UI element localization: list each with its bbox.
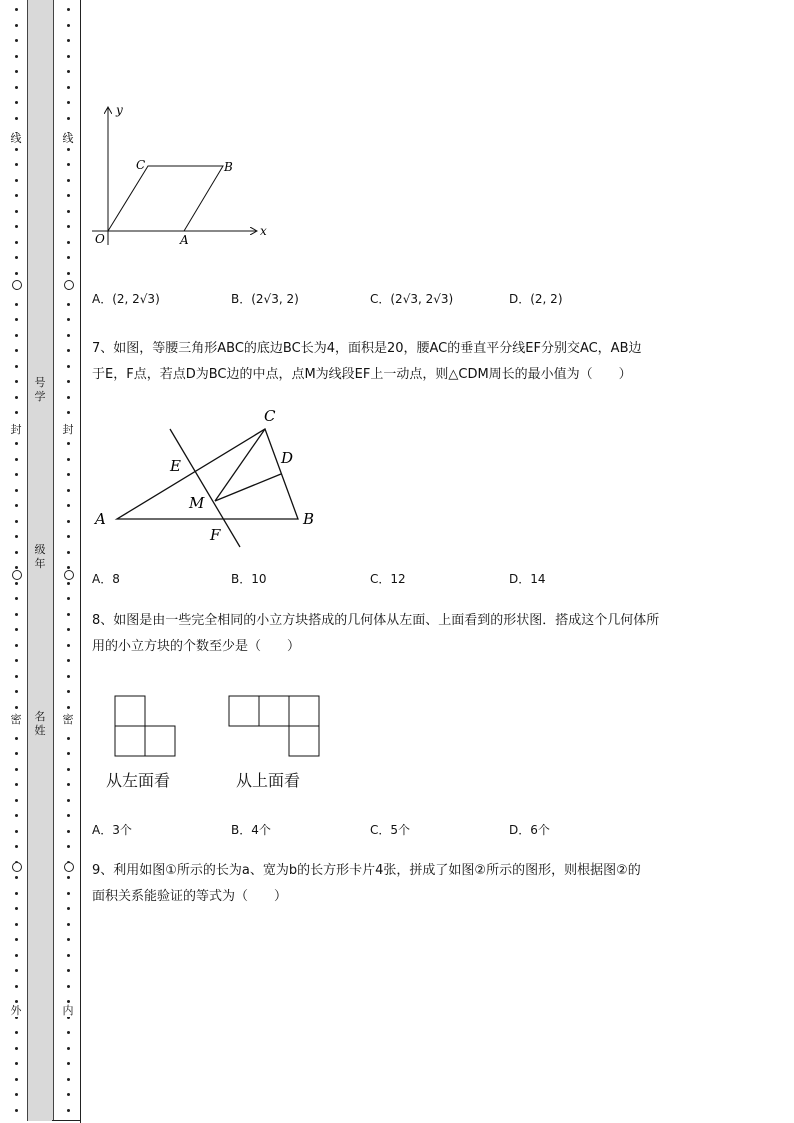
binding-dot [67,8,70,11]
inner-dot-column [64,0,74,1123]
q7-option-b[interactable]: B．10 [231,572,267,586]
binding-dot [67,504,70,507]
binding-dot [15,334,18,337]
binding-dot [67,225,70,228]
top-view-cell [229,696,259,726]
outer-label-feng: 封 [10,423,22,436]
outer-label-wai: 外 [10,1004,22,1017]
q7-option-a[interactable]: A．8 [92,572,120,586]
origin-label: O [95,232,105,246]
binding-dot [67,799,70,802]
q8-options [92,821,752,841]
q7-figure [92,402,327,552]
binding-dot [15,892,18,895]
q8-option-d[interactable]: D．6个 [509,823,550,837]
binding-dot [15,1093,18,1096]
binding-dot [67,1062,70,1065]
binding-dot [15,148,18,151]
binding-dot [67,675,70,678]
binding-dot [15,1078,18,1081]
binding-dot [15,628,18,631]
binding-dot [15,985,18,988]
binding-dot [67,985,70,988]
binding-dot [15,365,18,368]
binding-dot [67,768,70,771]
binding-dot [15,8,18,11]
binding-dot [15,830,18,833]
binding-dot [15,845,18,848]
inner-label-nei: 内 [62,1004,74,1017]
binding-dot [15,706,18,709]
binding-dot [67,396,70,399]
binding-dot [67,256,70,259]
line-EF [170,429,240,547]
binding-dot [67,566,70,569]
left-view-caption: 从左面看 [106,771,171,790]
q7-option-d[interactable]: D．14 [509,572,546,586]
q6-option-c[interactable]: C．(2√3, 2√3) [370,292,454,306]
binding-dot [67,690,70,693]
binding-dot [15,396,18,399]
q7-line-2: 于E，F点，若点D为BC边的中点，点M为线段EF上一动点，则△CDM周长的最小值为（ ） [92,367,632,382]
binding-dot [15,39,18,42]
binding-dot [67,551,70,554]
q8-stem [92,608,742,660]
q7-options [92,570,752,590]
label-D: D [281,449,294,467]
q8-line-1: 8、如图是由一些完全相同的小立方块搭成的几何体从左面、上面看到的形状图．搭成这个几何体所 [92,613,660,628]
binding-dot [15,659,18,662]
binding-dot [67,659,70,662]
q7-option-c[interactable]: C．12 [370,572,406,586]
q7-line-1: 7、如图，等腰三角形ABC的底边BC长为4，面积是20，腰AC的垂直平分线EF分别交AC，AB边 [92,341,642,356]
binding-dot [67,969,70,972]
binding-dot [67,349,70,352]
binding-dot [15,86,18,89]
inner-label-xian: 线 [62,132,74,145]
binding-dot [15,458,18,461]
inner-circle [64,862,74,872]
binding-margin [0,0,84,1123]
label-A: A [95,510,106,528]
binding-dot [67,179,70,182]
point-A-label: A [180,233,189,247]
binding-dot [67,845,70,848]
outer-circle [12,280,22,290]
binding-dot [15,752,18,755]
binding-dot [15,551,18,554]
binding-dot [67,489,70,492]
binding-dot [67,644,70,647]
binding-dot [15,876,18,879]
left-view-cell [145,726,175,756]
binding-dot [67,1093,70,1096]
binding-dot [15,969,18,972]
q6-option-a[interactable]: A．(2, 2√3) [92,292,160,306]
binding-dot [67,24,70,27]
binding-dot [67,163,70,166]
binding-dot [15,520,18,523]
outer-label-xian: 线 [10,132,22,145]
binding-dot [67,1109,70,1112]
binding-dot [67,411,70,414]
binding-dot [15,473,18,476]
binding-dot [15,675,18,678]
left-view-cell [115,726,145,756]
q7-stem [92,336,742,388]
margin-rule [80,0,81,1123]
binding-dot [67,582,70,585]
q8-top-view [228,694,322,758]
binding-dot [15,690,18,693]
binding-dot [15,225,18,228]
binding-dot [15,194,18,197]
inner-label-feng: 封 [62,423,74,436]
binding-dot [67,876,70,879]
binding-dot [67,148,70,151]
triangle-ABC [117,429,298,519]
binding-dot [15,24,18,27]
binding-dot [67,241,70,244]
binding-dot [67,70,70,73]
student-number-label: 号学 [34,376,46,403]
binding-dot [15,1062,18,1065]
binding-dot [15,70,18,73]
inner-circle [64,280,74,290]
top-view-cell [289,696,319,726]
binding-dot [15,442,18,445]
binding-dot [67,458,70,461]
binding-dot [67,101,70,104]
binding-dot [15,597,18,600]
q6-option-b[interactable]: B．(2√3, 2) [231,292,299,306]
binding-dot [67,954,70,957]
binding-dot [67,1000,70,1003]
binding-dot [15,349,18,352]
q8-option-a[interactable]: A．3个 [92,823,132,837]
label-F: F [210,526,221,544]
binding-dot [15,783,18,786]
binding-dot [67,86,70,89]
binding-dot [15,535,18,538]
binding-dot [15,566,18,569]
binding-dot [15,210,18,213]
binding-dot [15,163,18,166]
binding-dot [67,597,70,600]
binding-dot [67,55,70,58]
binding-dot [67,334,70,337]
parallelogram-OABC [108,166,223,231]
binding-dot [15,256,18,259]
name-label: 名姓 [34,710,46,737]
top-view-cell [289,726,319,756]
binding-dot [15,1109,18,1112]
binding-dot [15,768,18,771]
top-view-caption: 从上面看 [236,771,301,790]
binding-dot [67,907,70,910]
binding-dot [15,799,18,802]
q8-option-b[interactable]: B．4个 [231,823,271,837]
point-C-label: C [136,158,146,172]
binding-dot [67,535,70,538]
outer-label-mi: 密 [10,713,22,726]
binding-dot [67,737,70,740]
binding-dot [67,473,70,476]
inner-label-mi: 密 [62,713,74,726]
binding-dot [67,892,70,895]
binding-dot [67,752,70,755]
binding-dot [15,938,18,941]
binding-dot [15,380,18,383]
q8-line-2: 用的小立方块的个数至少是（ ） [92,639,301,654]
binding-dot [67,1078,70,1081]
binding-dot [15,241,18,244]
outer-circle [12,862,22,872]
binding-dot [15,1000,18,1003]
binding-dot [67,783,70,786]
binding-dot [67,814,70,817]
binding-dot [15,272,18,275]
grade-label: 级年 [34,543,46,570]
binding-dot [15,814,18,817]
binding-dot [15,55,18,58]
label-B: B [303,510,315,528]
left-view-cell [115,696,145,726]
outer-circle [12,570,22,580]
binding-dot [67,520,70,523]
binding-dot [67,938,70,941]
binding-dot [67,380,70,383]
binding-dot [67,117,70,120]
binding-dot [15,907,18,910]
binding-dot [15,179,18,182]
q9-line-1: 9、利用如图①所示的长为a、宽为b的长方形卡片4张，拼成了如图②所示的图形，则根据图②的 [92,863,641,878]
binding-dot [15,1047,18,1050]
binding-dot [67,442,70,445]
binding-dot [67,194,70,197]
q6-option-d[interactable]: D．(2, 2) [509,292,563,306]
binding-dot [67,1047,70,1050]
binding-dot [15,613,18,616]
binding-dot [67,628,70,631]
q6-figure [88,100,278,250]
binding-dot [67,210,70,213]
binding-dot [67,923,70,926]
binding-dot [15,101,18,104]
binding-dot [15,303,18,306]
q6-options [92,290,752,310]
binding-dot [67,39,70,42]
binding-dot [67,272,70,275]
q8-left-view [114,694,178,758]
q9-stem [92,858,742,910]
binding-dot [15,737,18,740]
q8-option-c[interactable]: C．5个 [370,823,411,837]
binding-dot [15,489,18,492]
binding-dot [15,318,18,321]
outer-dot-column [12,0,22,1123]
binding-dot [67,365,70,368]
binding-dot [15,411,18,414]
label-E: E [170,457,181,475]
binding-dot [15,923,18,926]
top-view-cell [259,696,289,726]
binding-dot [15,954,18,957]
binding-dot [67,830,70,833]
x-axis-label: x [260,224,267,238]
binding-dot [15,582,18,585]
q9-line-2: 面积关系能验证的等式为（ ） [92,889,288,904]
binding-dot [15,504,18,507]
inner-circle [64,570,74,580]
binding-dot [67,318,70,321]
binding-dot [67,1031,70,1034]
label-C: C [264,407,276,425]
binding-dot [67,303,70,306]
binding-dot [67,613,70,616]
point-B-label: B [224,160,233,174]
binding-dot [15,644,18,647]
label-M: M [189,494,205,512]
binding-dot [67,706,70,709]
binding-dot [15,117,18,120]
y-axis-label: y [116,103,123,117]
binding-dot [15,1031,18,1034]
